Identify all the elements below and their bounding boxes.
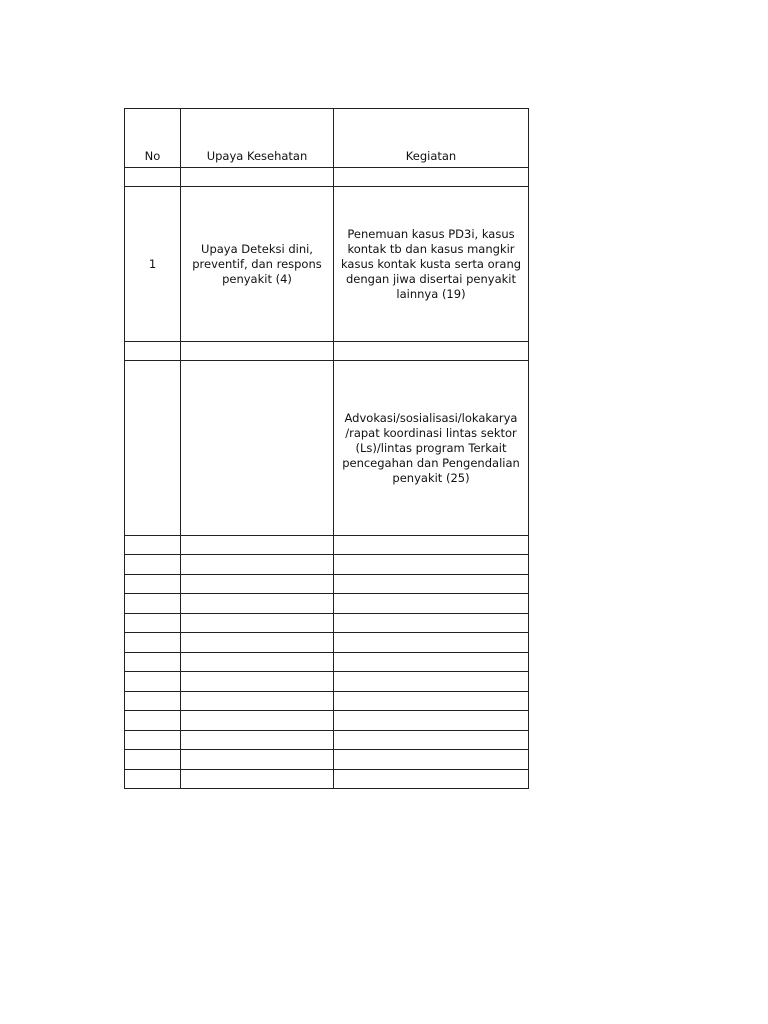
empty-cell — [125, 614, 181, 633]
header-no: No — [125, 109, 181, 168]
empty-cell — [334, 711, 529, 731]
empty-cell — [125, 575, 181, 594]
empty-cell — [334, 731, 529, 750]
table-row — [125, 187, 529, 342]
empty-cell — [181, 653, 334, 672]
empty-row — [125, 770, 529, 789]
spacer-row — [125, 342, 529, 361]
empty-cell — [181, 594, 334, 614]
empty-cell — [181, 770, 334, 789]
spacer-row — [125, 168, 529, 187]
empty-cell — [334, 536, 529, 555]
empty-cell — [125, 168, 181, 187]
empty-cell — [181, 614, 334, 633]
empty-row — [125, 594, 529, 614]
empty-cell — [125, 342, 181, 361]
empty-cell — [125, 536, 181, 555]
row-no-cell: 1 — [125, 187, 181, 342]
empty-cell — [125, 653, 181, 672]
empty-row — [125, 750, 529, 770]
empty-cell — [334, 692, 529, 711]
empty-cell — [181, 711, 334, 731]
empty-cell — [334, 653, 529, 672]
row-upaya-cell: Upaya Deteksi dini, preventif, dan respons penyakit (4) — [181, 187, 334, 342]
empty-row — [125, 633, 529, 653]
row-kegiatan-cell: Penemuan kasus PD3i, kasus kontak tb dan kasus mangkir kasus kontak kusta serta orang dengan jiwa disertai penyakit lainnya (19) — [334, 187, 529, 342]
empty-cell — [181, 168, 334, 187]
empty-cell — [334, 168, 529, 187]
empty-cell — [125, 672, 181, 692]
row-kegiatan-cell: Advokasi/sosialisasi/lokakarya /rapat koordinasi lintas sektor (Ls)/lintas program Terkait pencegahan dan Pengendalian penyakit (25) — [334, 361, 529, 536]
empty-cell — [125, 555, 181, 575]
empty-cell — [181, 536, 334, 555]
row-no-cell — [125, 361, 181, 536]
empty-cell — [181, 633, 334, 653]
empty-cell — [125, 731, 181, 750]
empty-cell — [125, 692, 181, 711]
empty-cell — [181, 555, 334, 575]
empty-cell — [334, 633, 529, 653]
empty-cell — [334, 614, 529, 633]
empty-cell — [125, 770, 181, 789]
empty-row — [125, 575, 529, 594]
empty-cell — [334, 594, 529, 614]
empty-cell — [334, 575, 529, 594]
header-kegiatan: Kegiatan — [334, 109, 529, 168]
header-upaya-kesehatan: Upaya Kesehatan — [181, 109, 334, 168]
empty-cell — [181, 672, 334, 692]
empty-row — [125, 555, 529, 575]
empty-row — [125, 536, 529, 555]
empty-cell — [125, 594, 181, 614]
header-row — [125, 109, 529, 168]
empty-cell — [125, 711, 181, 731]
empty-cell — [334, 770, 529, 789]
empty-cell — [334, 555, 529, 575]
empty-cell — [334, 672, 529, 692]
empty-cell — [125, 633, 181, 653]
empty-cell — [181, 575, 334, 594]
empty-row — [125, 731, 529, 750]
empty-cell — [334, 750, 529, 770]
empty-cell — [181, 731, 334, 750]
empty-row — [125, 614, 529, 633]
empty-cell — [334, 342, 529, 361]
empty-cell — [181, 342, 334, 361]
empty-cell — [125, 750, 181, 770]
empty-row — [125, 653, 529, 672]
empty-cell — [181, 692, 334, 711]
empty-row — [125, 711, 529, 731]
table-row — [125, 361, 529, 536]
empty-row — [125, 692, 529, 711]
empty-cell — [181, 750, 334, 770]
activity-table — [124, 108, 529, 789]
row-upaya-cell — [181, 361, 334, 536]
empty-row — [125, 672, 529, 692]
